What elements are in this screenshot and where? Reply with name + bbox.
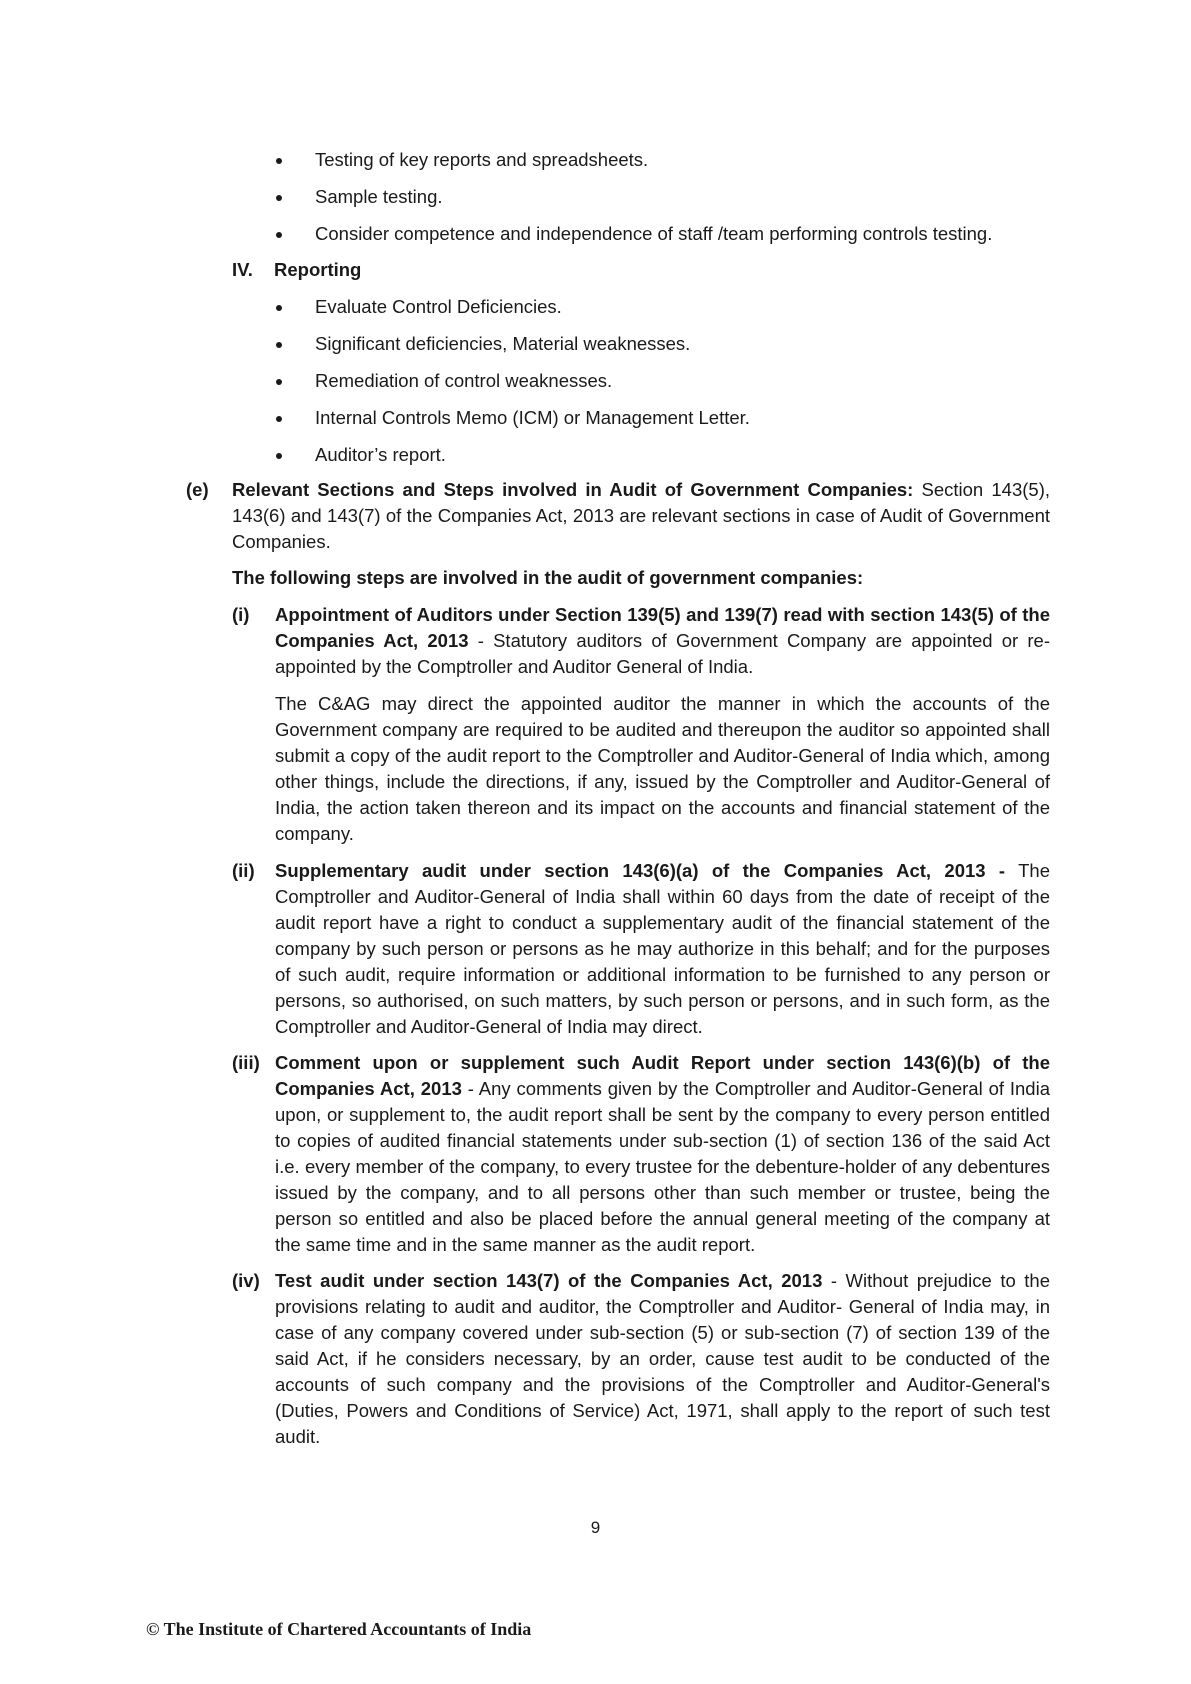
list-item: Evaluate Control Deficiencies. bbox=[272, 294, 1032, 320]
list-item: Testing of key reports and spreadsheets. bbox=[272, 147, 1032, 173]
page-number: 9 bbox=[590, 1518, 601, 1537]
steps-heading: The following steps are involved in the audit of government companies: bbox=[232, 567, 864, 588]
list-item: Internal Controls Memo (ICM) or Management Letter. bbox=[272, 405, 1032, 431]
step-i-paragraph bbox=[275, 602, 1050, 680]
reporting-number: IV. bbox=[232, 259, 253, 280]
copyright-footer: © The Institute of Chartered Accountants of India bbox=[146, 1619, 532, 1639]
step-ii-text: The Comptroller and Auditor-General of India shall within 60 days from the date of receipt of the audit report have a right to conduct a supplementary audit of the financial statement of the company by such person or persons as he may authorize in this behalf; and for the purposes of such audit, require information or additional information to be furnished to any person or persons, so authorised, on such matters, by such person or persons, and in such form, as the Comptroller and Auditor-General of India may direct. bbox=[275, 860, 1050, 1037]
list-item: Consider competence and independence of staff /team performing controls testing. bbox=[272, 221, 1032, 247]
step-label: (iii) bbox=[232, 1052, 260, 1073]
step-label: (i) bbox=[232, 604, 250, 625]
section-e-text: Section 143(5), 143(6) and 143(7) of the Companies Act, 2013 are relevant sections in case of Audit of Government Companies. bbox=[232, 479, 1050, 552]
step-iii-title: Comment upon or supplement such Audit Report under section 143(6)(b) of the Companies Act, 2013 bbox=[275, 1052, 1050, 1099]
reporting-bullet-list bbox=[272, 294, 1032, 479]
step-i-text: - Statutory auditors of Government Company are appointed or re-appointed by the Comptroller and Auditor General of India. bbox=[275, 630, 1050, 677]
list-item: Significant deficiencies, Material weaknesses. bbox=[272, 331, 1032, 357]
testing-bullet-list bbox=[272, 147, 1032, 258]
step-iii-paragraph bbox=[275, 1050, 1050, 1258]
step-iv-paragraph bbox=[275, 1268, 1050, 1450]
reporting-heading bbox=[232, 257, 361, 283]
step-label: (iv) bbox=[232, 1270, 260, 1291]
section-e-label: (e) bbox=[186, 479, 209, 500]
section-e-paragraph bbox=[232, 477, 1050, 555]
section-e-title: Relevant Sections and Steps involved in Audit of Government Companies: bbox=[232, 479, 914, 500]
reporting-title: Reporting bbox=[274, 259, 362, 280]
step-i-title: Appointment of Auditors under Section 139(5) and 139(7) read with section 143(5) of the Companies Act, 2013 bbox=[275, 604, 1050, 651]
step-i-extra-paragraph: The C&AG may direct the appointed auditor the manner in which the accounts of the Government company are required to be audited and thereupon the auditor so appointed shall submit a copy of the audit report to the Comptroller and Auditor-General of India which, among other things, include the directions, if any, issued by the Comptroller and Auditor-General of India, the action taken thereon and its impact on the accounts and financial statement of the company. bbox=[275, 693, 1050, 844]
step-ii-paragraph bbox=[275, 858, 1050, 1040]
list-item: Auditor’s report. bbox=[272, 442, 1032, 468]
step-ii-title: Supplementary audit under section 143(6)(a) of the Companies Act, 2013 - bbox=[275, 860, 1006, 881]
list-item: Sample testing. bbox=[272, 184, 1032, 210]
step-iii-text: - Any comments given by the Comptroller and Auditor-General of India upon, or supplement to, the audit report shall be sent by the company to every person entitled to copies of audited financial statements under sub-section (1) of section 136 of the said Act i.e. every member of the company, to every trustee for the debenture-holder of any debentures issued by the company, and to all persons other than such member or trustee, being the person so entitled and also be placed before the annual general meeting of the company at the same time and in the same manner as the audit report. bbox=[275, 1078, 1050, 1255]
step-label: (ii) bbox=[232, 860, 255, 881]
step-iv-title: Test audit under section 143(7) of the Companies Act, 2013 bbox=[275, 1270, 823, 1291]
list-item: Remediation of control weaknesses. bbox=[272, 368, 1032, 394]
step-iv-text: - Without prejudice to the provisions relating to audit and auditor, the Comptroller and Auditor- General of India may, in case of any company covered under sub-section (5) or sub-section (7) of section 139 of the said Act, if he considers necessary, by an order, cause test audit to be conducted of the accounts of such company and the provisions of the Comptroller and Auditor-General's (Duties, Powers and Conditions of Service) Act, 1971, shall apply to the report of such test audit. bbox=[275, 1270, 1050, 1447]
